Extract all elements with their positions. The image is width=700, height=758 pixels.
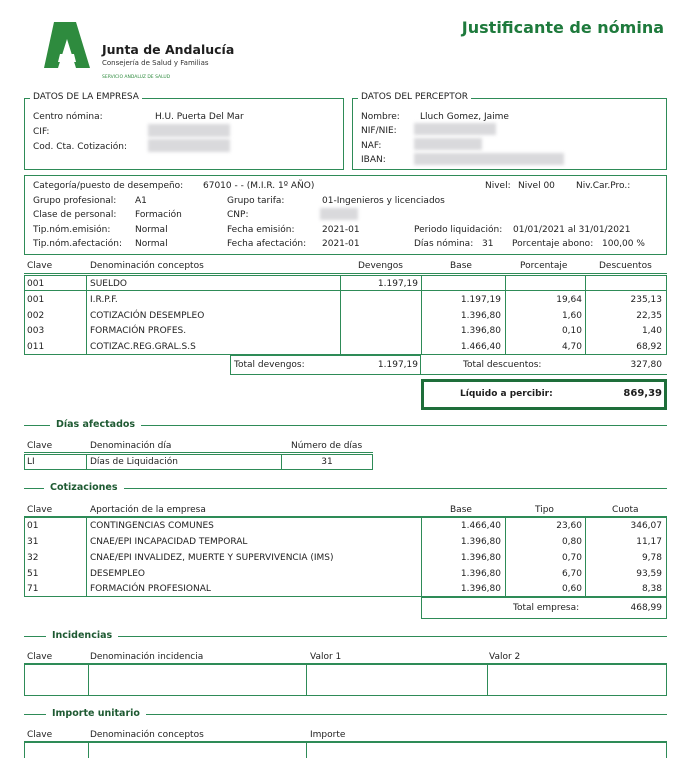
- abono-value: 100,00 %: [602, 239, 645, 249]
- nombre-value: Lluch Gomez, Jaime: [420, 112, 509, 122]
- total-devengos-label: Total devengos:: [234, 360, 305, 370]
- header-rule: [24, 273, 667, 274]
- imp-clave-header: Clave: [27, 730, 53, 740]
- total-empresa-value: 468,99: [630, 603, 662, 613]
- cot-base-header: Base: [450, 505, 472, 515]
- nif-label: NIF/NIE:: [361, 126, 397, 136]
- dias-label: Días nómina:: [414, 239, 474, 249]
- dias-clave-header: Clave: [27, 441, 53, 451]
- iban-label: IBAN:: [361, 155, 386, 165]
- importe-section-title: Importe unitario: [46, 708, 146, 719]
- col-porcentaje-header: Porcentaje: [520, 261, 568, 271]
- cot-redacted: [148, 139, 230, 152]
- cnp-label: CNP:: [227, 210, 249, 220]
- col-clave-header: Clave: [27, 261, 53, 271]
- empresa-legend: DATOS DE LA EMPRESA: [30, 92, 142, 102]
- nivel-label: Nivel:: [485, 181, 511, 191]
- perceptor-legend: DATOS DEL PERCEPTOR: [358, 92, 471, 102]
- incidencias-section-title: Incidencias: [46, 630, 118, 641]
- total-empresa-label: Total empresa:: [513, 603, 580, 613]
- centro-label: Centro nómina:: [33, 112, 103, 122]
- nif-redacted: [414, 123, 496, 135]
- imp-denominacion-header: Denominación conceptos: [90, 730, 204, 740]
- tipem-label: Tip.nóm.emisión:: [33, 225, 111, 235]
- org-name: Junta de Andalucía: [102, 42, 235, 57]
- org-small: SERVICIO ANDALUZ DE SALUD: [102, 75, 171, 80]
- inc-valor1-header: Valor 1: [310, 652, 342, 662]
- dias-value: 31: [482, 239, 494, 249]
- liquido-label: Líquido a percibir:: [460, 389, 553, 399]
- naf-redacted: [414, 138, 482, 150]
- clase-value: Formación: [135, 210, 182, 220]
- total-descuentos-label: Total descuentos:: [463, 360, 542, 370]
- fechaem-label: Fecha emisión:: [227, 225, 295, 235]
- cot-tipo-header: Tipo: [535, 505, 554, 515]
- grupo-value: A1: [135, 196, 147, 206]
- periodo-label: Periodo liquidación:: [414, 225, 503, 235]
- col-descuentos-header: Descuentos: [599, 261, 652, 271]
- fechaem-value: 2021-01: [322, 225, 360, 235]
- abono-label: Porcentaje abono:: [512, 239, 594, 249]
- inc-clave-header: Clave: [27, 652, 53, 662]
- col-base-header: Base: [450, 261, 472, 271]
- org-subtitle: Consejería de Salud y Familias: [102, 59, 209, 67]
- tipaf-value: Normal: [135, 239, 168, 249]
- tipaf-label: Tip.nóm.afectación:: [33, 239, 123, 249]
- junta-logo-icon: [40, 20, 92, 70]
- clase-label: Clase de personal:: [33, 210, 117, 220]
- liquido-value: 869,39: [623, 388, 662, 399]
- cot-aportacion-header: Aportación de la empresa: [90, 505, 206, 515]
- centro-value: H.U. Puerta Del Mar: [155, 112, 244, 122]
- col-denominacion-header: Denominación conceptos: [90, 261, 204, 271]
- total-devengos-value: 1.197,19: [377, 360, 418, 370]
- nivcar-label: Niv.Car.Pro.:: [576, 181, 631, 191]
- fechaaf-value: 2021-01: [322, 239, 360, 249]
- tarifa-value: 01-Ingenieros y licenciados: [322, 196, 445, 206]
- periodo-value: 01/01/2021 al 31/01/2021: [513, 225, 631, 235]
- cot-clave-header: Clave: [27, 505, 53, 515]
- cnp-redacted: [320, 208, 358, 220]
- col-devengos-header: Devengos: [358, 261, 403, 271]
- imp-importe-header: Importe: [310, 730, 346, 740]
- cotizaciones-section-title: Cotizaciones: [44, 482, 124, 493]
- grupo-label: Grupo profesional:: [33, 196, 117, 206]
- iban-redacted: [414, 153, 564, 165]
- nivel-value: Nivel 00: [518, 181, 555, 191]
- dias-denominacion-header: Denominación día: [90, 441, 172, 451]
- categoria-label: Categoría/puesto de desempeño:: [33, 181, 184, 191]
- total-descuentos-value: 327,80: [630, 360, 662, 370]
- tarifa-label: Grupo tarifa:: [227, 196, 285, 206]
- categoria-value: 67010 - - (M.I.R. 1º AÑO): [203, 181, 315, 191]
- cot-label: Cod. Cta. Cotización:: [33, 142, 128, 152]
- dias-numero-header: Número de días: [291, 441, 363, 451]
- page-title: Justificante de nómina: [461, 18, 664, 37]
- fechaaf-label: Fecha afectación:: [227, 239, 307, 249]
- dias-section-title: Días afectados: [50, 419, 141, 430]
- cif-label: CIF:: [33, 127, 50, 137]
- naf-label: NAF:: [361, 141, 382, 151]
- tipem-value: Normal: [135, 225, 168, 235]
- nombre-label: Nombre:: [361, 112, 400, 122]
- cot-cuota-header: Cuota: [612, 505, 639, 515]
- importe-grid: [24, 742, 667, 758]
- cif-redacted: [148, 124, 230, 137]
- incidencias-grid: [24, 664, 667, 696]
- inc-denominacion-header: Denominación incidencia: [90, 652, 204, 662]
- inc-valor2-header: Valor 2: [489, 652, 521, 662]
